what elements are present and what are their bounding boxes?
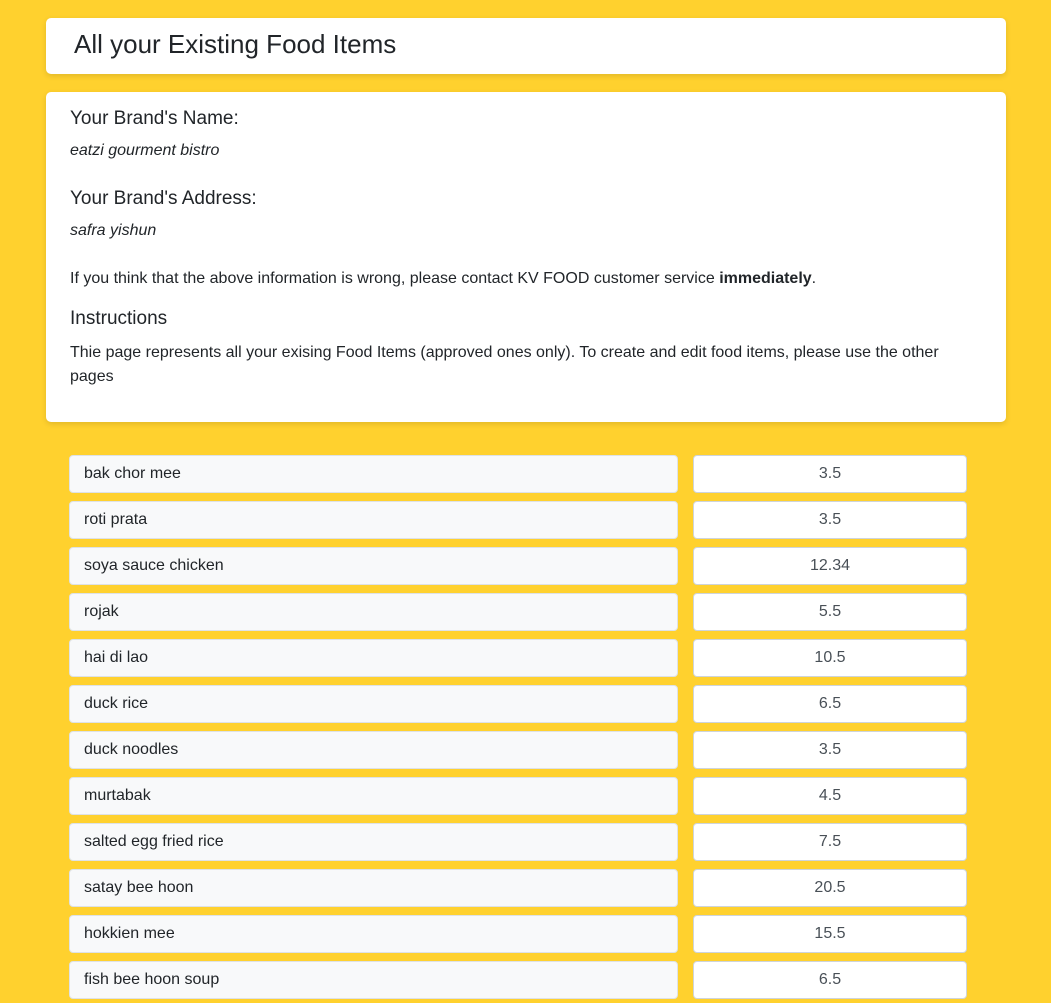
brand-name-value: eatzi gourment bistro [70,142,220,159]
food-item-name: hokkien mee [69,915,678,953]
food-item-row [69,823,967,861]
food-item-price: 7.5 [693,823,967,861]
food-item-name: roti prata [69,501,678,539]
food-item-row [69,593,967,631]
notice-suffix: . [811,270,817,287]
instructions-heading: Instructions [70,308,168,329]
food-item-name: duck rice [69,685,678,723]
food-item-price: 3.5 [693,501,967,539]
food-item-row [69,547,967,585]
food-item-name: rojak [69,593,678,631]
food-item-price: 20.5 [693,869,967,907]
food-item-price: 3.5 [693,731,967,769]
food-item-row [69,915,967,953]
header-card [46,18,1006,74]
food-item-name: murtabak [69,777,678,815]
brand-name-label: Your Brand's Name: [70,108,239,129]
brand-address-value: safra yishun [70,222,157,239]
page-title: All your Existing Food Items [74,29,397,59]
food-item-row [69,639,967,677]
food-item-price: 3.5 [693,455,967,493]
wrong-info-notice [70,269,980,289]
food-item-name: hai di lao [69,639,678,677]
brand-address-label: Your Brand's Address: [70,188,257,209]
food-item-row [69,731,967,769]
instructions-text: Thie page represents all your exising Food Items (approved ones only). To create and edit food items, please use the other pages [70,344,939,385]
food-item-name: soya sauce chicken [69,547,678,585]
food-item-row [69,961,967,999]
food-item-row [69,869,967,907]
food-items-list [69,455,967,1003]
food-item-row [69,777,967,815]
brand-info-card [46,92,1006,422]
notice-text: If you think that the above information is wrong, please contact KV FOOD customer service [70,270,720,287]
food-item-price: 6.5 [693,961,967,999]
food-item-name: duck noodles [69,731,678,769]
food-item-name: salted egg fried rice [69,823,678,861]
food-item-name: bak chor mee [69,455,678,493]
food-item-name: fish bee hoon soup [69,961,678,999]
food-item-price: 12.34 [693,547,967,585]
food-item-price: 4.5 [693,777,967,815]
food-item-row [69,685,967,723]
notice-emphasis: immediately [719,270,812,287]
food-item-price: 5.5 [693,593,967,631]
food-item-row [69,501,967,539]
food-item-row [69,455,967,493]
food-item-name: satay bee hoon [69,869,678,907]
food-item-price: 6.5 [693,685,967,723]
food-item-price: 15.5 [693,915,967,953]
food-item-price: 10.5 [693,639,967,677]
